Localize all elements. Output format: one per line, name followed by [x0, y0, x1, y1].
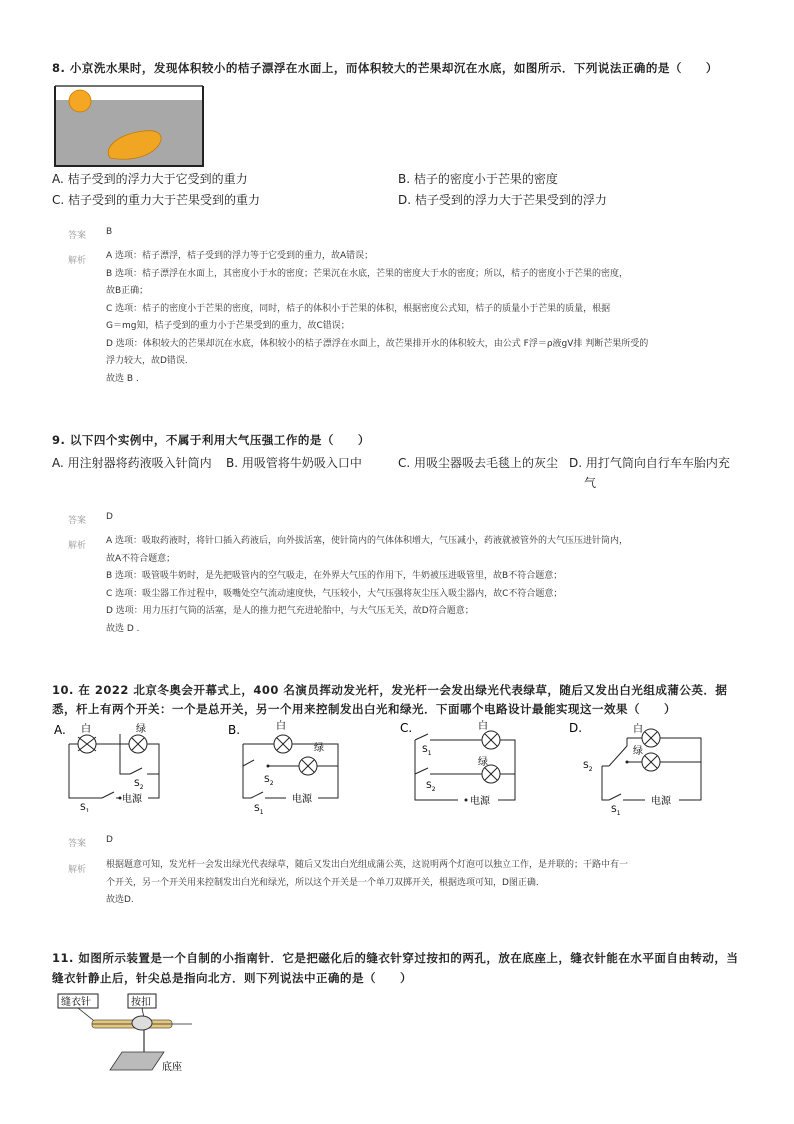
lamp-label-green: 绿	[478, 757, 488, 768]
q10-answer: D	[106, 835, 113, 845]
switch-s1: $S_1$	[422, 745, 432, 757]
lamp-label-green: 绿	[314, 743, 324, 754]
lamp-label-white: 白	[478, 721, 488, 732]
q8-exp-line: C 选项：桔子的密度小于芒果的密度，同时，桔子的体积小于芒果的体积，根据密度公式知，桔子的质量小于芒果的质量，根据	[106, 303, 611, 314]
q8-option-d: D. 桔子受到的浮力大于芒果受到的浮力	[398, 193, 607, 207]
q9-exp-line: B 选项：吸管吸牛奶时，是先把吸管内的空气吸走，在外界大气压的作用下，牛奶被压进吸管里，故B不符合题意；	[106, 571, 563, 581]
q8-option-c: C. 桔子受到的重力大于芒果受到的重力	[52, 193, 261, 207]
q11-figure	[52, 990, 242, 1074]
q10-stem-line2: 悉，杆上有两个开关：一个是总开关，另一个用来控制发出白光和绿光．下面哪个电路设计最能实现这一效果（ ）	[52, 702, 676, 716]
q8-exp-line: 故B正确；	[106, 286, 149, 296]
base-label: 底座	[162, 1062, 182, 1073]
q10-explanation	[106, 857, 628, 910]
q8-exp-line: 浮力较大，故D错误．	[106, 356, 194, 366]
q10-exp-line: 个开关，另一个开关用来控制发出白光和绿光，所以这个开关是一个单刀双掷开关，根据选项可知，D图正确．	[106, 877, 545, 888]
switch-s2: $S_2$	[426, 781, 436, 793]
snap-button	[132, 1016, 152, 1030]
circuit-a	[52, 720, 172, 812]
switch-s1: $S_1$	[80, 803, 90, 812]
q8-answer-label: 答案	[68, 231, 87, 241]
switch-s2: $S_2$	[583, 761, 593, 773]
q10-exp-line: 故选D.	[106, 895, 134, 905]
circuit-b	[226, 718, 356, 816]
button-label: 按扣	[131, 997, 151, 1008]
lamp-label-green: 绿	[633, 746, 643, 757]
q8-figure	[52, 78, 206, 170]
power-source: 电源	[470, 796, 490, 807]
power-source: 电源	[651, 796, 671, 807]
q9-answer-label: 答案	[68, 516, 87, 526]
q9-explain-label: 解析	[68, 541, 87, 551]
q9-answer: D	[106, 512, 113, 522]
q8-exp-line: D 选项：体积较大的芒果却沉在水底，体积较小的桔子漂浮在水面上，故芒果排开水的体积较大，由公式 F浮＝ρ液gV排 判断芒果所受的	[106, 338, 649, 349]
q11-stem-line1: 11. 如图所示装置是一个自制的小指南针．它是把磁化后的缝衣针穿过按扣的两孔，放在底座上，缝衣针能在水平面自由转动，当	[52, 951, 739, 965]
lamp-label-white: 白	[633, 724, 643, 735]
switch-s2: $S_2$	[264, 775, 274, 787]
circuit-letter: C.	[400, 721, 413, 735]
power-source: 电源	[292, 794, 312, 805]
q9-option-d-wrap: 气	[584, 476, 597, 490]
q8-answer: B	[106, 227, 113, 237]
q9-stem: 9. 以下四个实例中，不属于利用大气压强工作的是（ ）	[52, 433, 370, 447]
orange-fruit	[69, 90, 91, 112]
q9-option-c: C. 用吸尘器吸去毛毯上的灰尘	[398, 456, 559, 470]
power-source: 电源	[122, 794, 142, 805]
q8-explain-label: 解析	[68, 256, 87, 266]
q10-explain-label: 解析	[68, 865, 87, 875]
circuit-letter: A.	[54, 723, 66, 737]
q9-exp-line: 故A不符合题意；	[106, 553, 176, 564]
switch-s2: $S_2$	[134, 779, 144, 791]
q10-exp-line: 根据题意可知，发光杆一会发出绿光代表绿草，随后又发出白光组成蒲公英，这说明两个灯泡可以独立工作，是并联的；干路中有一	[106, 860, 629, 870]
q9-exp-line: D 选项：用力压打气筒的活塞，是人的推力把气充进轮胎中，与大气压无关，故D符合题意；	[106, 606, 474, 616]
q11-stem-line2: 缝衣针静止后，针尖总是指向北方．则下列说法中正确的是（ ）	[52, 971, 412, 985]
q8-exp-line: A 选项：桔子漂浮，桔子受到的浮力等于它受到的重力，故A错误；	[106, 251, 374, 261]
switch-s1: $S_1$	[254, 804, 264, 816]
q8-exp-line: G＝mg知，桔子受到的重力小于芒果受到的重力，故C错误；	[106, 321, 350, 331]
circuit-d	[569, 718, 719, 818]
q9-exp-line: 故选 D .	[106, 623, 140, 634]
q8-explanation	[106, 248, 648, 388]
q9-exp-line: C 选项：吸尘器工作过程中，吸嘴处空气流动速度快，气压较小，大气压强将灰尘压入吸尘器内，故C不符合题意；	[106, 588, 563, 599]
q8-option-b: B. 桔子的密度小于芒果的密度	[398, 172, 558, 186]
q8-exp-line: 故选 B .	[106, 373, 139, 384]
circuit-c	[398, 718, 528, 810]
q8-option-a: A. 桔子受到的浮力大于它受到的重力	[52, 172, 248, 186]
circuit-letter: B.	[228, 723, 241, 737]
lamp-label-white: 白	[276, 721, 286, 732]
q9-exp-line: A 选项：吸取药液时，将针口插入药液后，向外拔活塞，使针筒内的气体体积增大，气压减小，药液就被管外的大气压压进针筒内，	[106, 536, 629, 546]
q8-exp-line: B 选项：桔子漂浮在水面上，其密度小于水的密度；芒果沉在水底，芒果的密度大于水的密度；所以，桔子的密度小于芒果的密度，	[106, 268, 629, 279]
switch-s1: $S_1$	[611, 805, 621, 817]
lamp-label-white: 白	[81, 724, 91, 735]
q10-answer-label: 答案	[68, 839, 87, 849]
q9-option-b: B. 用吸管将牛奶吸入口中	[226, 456, 362, 470]
q9-option-d: D. 用打气筒向自行车车胎内充	[569, 456, 730, 470]
base	[110, 1052, 164, 1070]
q8-stem: 8. 小京洗水果时，发现体积较小的桔子漂浮在水面上，而体积较大的芒果却沉在水底，如图所示．下列说法正确的是（ ）	[52, 61, 718, 75]
q10-stem-line1: 10. 在 2022 北京冬奥会开幕式上，400 名演员挥动发光杆，发光杆一会发出绿光代表绿草，随后又发出白光组成蒲公英．据	[52, 683, 728, 697]
q9-explanation	[106, 533, 628, 638]
q9-option-a: A. 用注射器将药液吸入针筒内	[52, 456, 212, 470]
lamp-label-green: 绿	[136, 724, 146, 735]
needle-label: 缝衣针	[61, 997, 91, 1008]
circuit-letter: D.	[569, 721, 583, 735]
